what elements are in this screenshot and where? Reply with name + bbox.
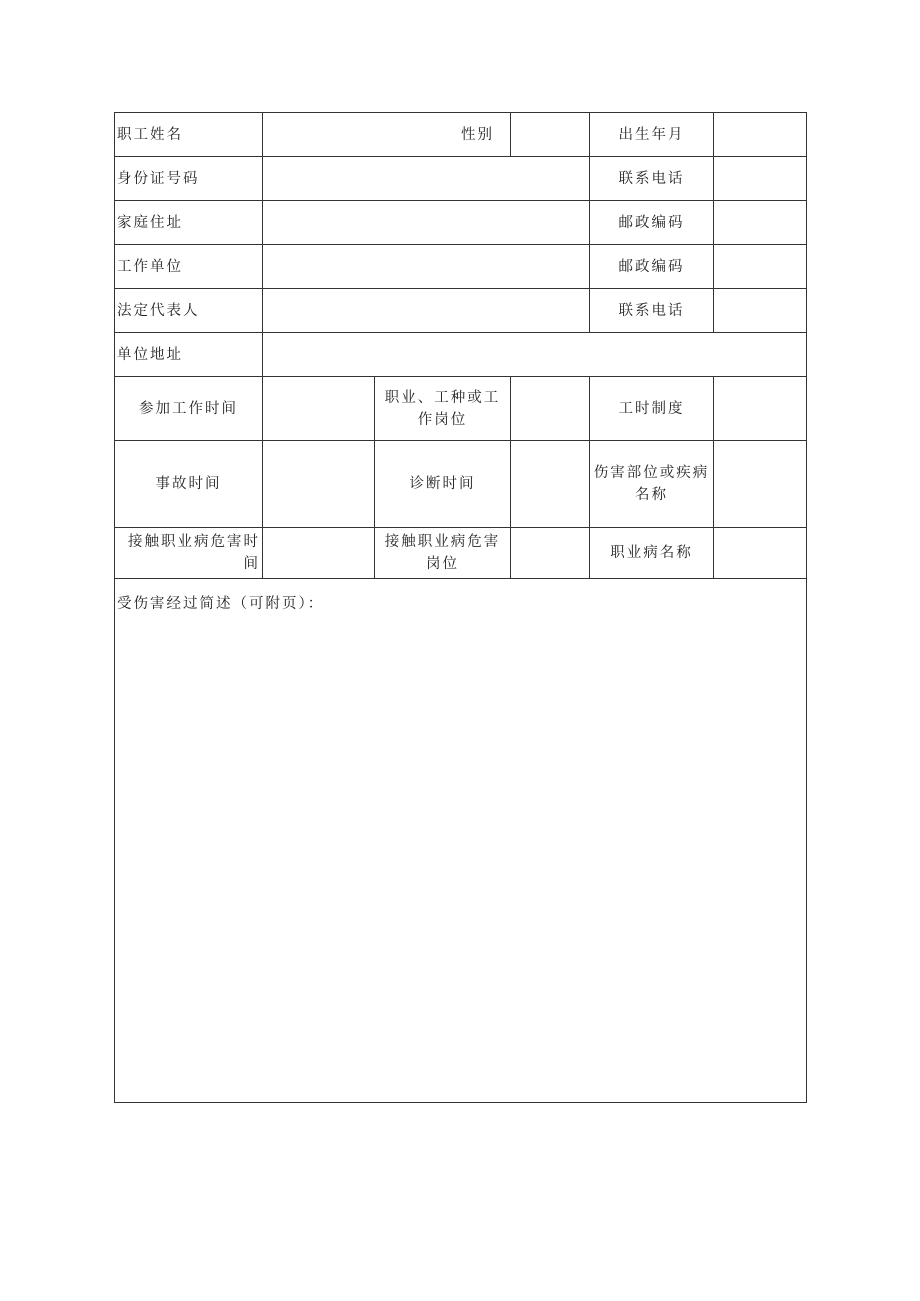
- representative-phone-field[interactable]: [714, 289, 807, 333]
- employer-address-label: 单位地址: [115, 333, 263, 377]
- injury-part-label: 伤害部位或疾病名称: [590, 441, 714, 528]
- diagnosis-time-label: 诊断时间: [375, 441, 511, 528]
- birth-date-label: 出生年月: [590, 113, 714, 157]
- start-work-time-label: 参加工作时间: [115, 377, 263, 441]
- exposure-post-label: 接触职业病危害岗位: [375, 528, 511, 579]
- occupational-disease-label: 职业病名称: [590, 528, 714, 579]
- birth-date-field[interactable]: [714, 113, 807, 157]
- employer-field[interactable]: [263, 245, 590, 289]
- exposure-time-label: 接触职业病危害时间: [115, 528, 263, 579]
- id-number-field[interactable]: [263, 157, 590, 201]
- gender-field[interactable]: [511, 113, 590, 157]
- home-address-label: 家庭住址: [115, 201, 263, 245]
- injury-description-area[interactable]: [115, 579, 807, 1103]
- home-postcode-label: 邮政编码: [590, 201, 714, 245]
- gender-label: 性别: [263, 113, 511, 157]
- working-hours-label: 工时制度: [590, 377, 714, 441]
- injury-description-label: 受伤害经过简述（可附页）：: [117, 596, 325, 612]
- home-postcode-field[interactable]: [714, 201, 807, 245]
- employee-name-label: 职工姓名: [115, 113, 263, 157]
- employer-postcode-label: 邮政编码: [590, 245, 714, 289]
- legal-representative-label: 法定代表人: [115, 289, 263, 333]
- accident-time-label: 事故时间: [115, 441, 263, 528]
- contact-phone-label: 联系电话: [590, 157, 714, 201]
- legal-representative-field[interactable]: [263, 289, 590, 333]
- working-hours-field[interactable]: [714, 377, 807, 441]
- injury-part-field[interactable]: [714, 441, 807, 528]
- representative-phone-label: 联系电话: [590, 289, 714, 333]
- employer-label: 工作单位: [115, 245, 263, 289]
- occupational-disease-field[interactable]: [714, 528, 807, 579]
- employer-postcode-field[interactable]: [714, 245, 807, 289]
- occupation-label: 职业、工种或工作岗位: [375, 377, 511, 441]
- exposure-time-field[interactable]: [263, 528, 375, 579]
- accident-time-field[interactable]: [263, 441, 375, 528]
- employer-address-field[interactable]: [263, 333, 807, 377]
- start-work-time-field[interactable]: [263, 377, 375, 441]
- diagnosis-time-field[interactable]: [511, 441, 590, 528]
- id-number-label: 身份证号码: [115, 157, 263, 201]
- injury-application-form: [114, 112, 807, 1103]
- home-address-field[interactable]: [263, 201, 590, 245]
- contact-phone-field[interactable]: [714, 157, 807, 201]
- exposure-post-field[interactable]: [511, 528, 590, 579]
- occupation-field[interactable]: [511, 377, 590, 441]
